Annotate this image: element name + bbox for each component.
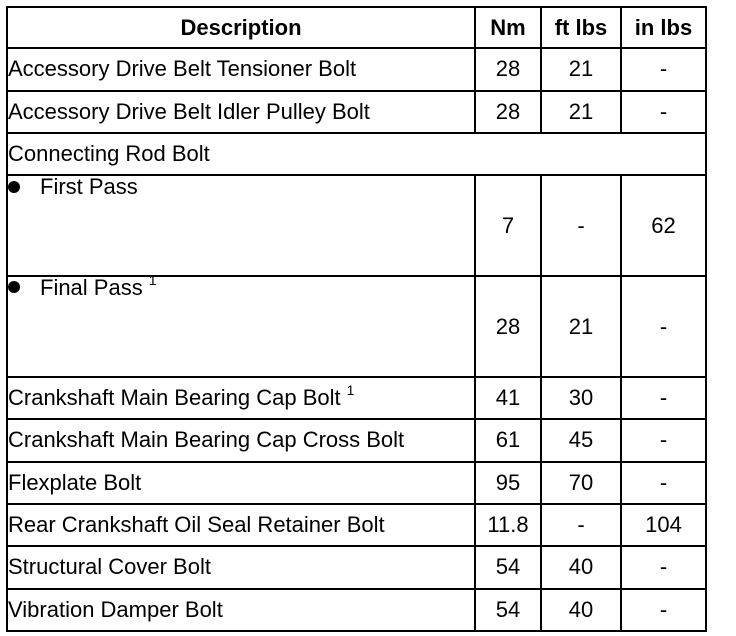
row-description: Accessory Drive Belt Tensioner Bolt (7, 48, 475, 90)
row-ft-lbs: 21 (541, 48, 621, 90)
row-description: Vibration Damper Bolt (7, 589, 475, 631)
table-row (7, 462, 706, 504)
sub-row-description (7, 175, 475, 276)
sub-row-description (7, 272, 475, 377)
row-ft-lbs: 21 (541, 276, 621, 377)
row-nm: 28 (475, 276, 541, 377)
row-in-lbs: - (621, 419, 706, 461)
table-row (7, 91, 706, 133)
bullet-icon (8, 281, 20, 293)
table-row (7, 276, 706, 377)
row-in-lbs: - (621, 48, 706, 90)
footnote-marker: 1 (346, 382, 355, 399)
row-ft-lbs: 21 (541, 91, 621, 133)
header-ft-lbs: ft lbs (541, 7, 621, 48)
row-description: Accessory Drive Belt Idler Pulley Bolt (7, 91, 475, 133)
row-description: Crankshaft Main Bearing Cap Cross Bolt (7, 419, 475, 461)
row-in-lbs: - (621, 91, 706, 133)
header-nm: Nm (475, 7, 541, 48)
row-ft-lbs: 45 (541, 419, 621, 461)
sub-row-label: Final Pass (40, 275, 143, 301)
sub-row-label: First Pass (40, 174, 138, 200)
row-description (7, 377, 475, 419)
table-row (7, 504, 706, 546)
row-ft-lbs: 40 (541, 589, 621, 631)
table-row (7, 175, 706, 276)
row-ft-lbs: 70 (541, 462, 621, 504)
row-description: Flexplate Bolt (7, 462, 475, 504)
row-nm: 54 (475, 589, 541, 631)
row-description: Rear Crankshaft Oil Seal Retainer Bolt (7, 504, 475, 546)
table-group-row (7, 133, 706, 175)
row-in-lbs: - (621, 589, 706, 631)
group-description: Connecting Rod Bolt (7, 133, 706, 175)
row-nm: 28 (475, 48, 541, 90)
footnote-marker: 1 (148, 272, 157, 289)
row-nm: 54 (475, 546, 541, 588)
header-in-lbs: in lbs (621, 7, 706, 48)
row-ft-lbs: 40 (541, 546, 621, 588)
torque-spec-table (6, 6, 707, 632)
row-ft-lbs: 30 (541, 377, 621, 419)
row-description: Structural Cover Bolt (7, 546, 475, 588)
row-in-lbs: - (621, 462, 706, 504)
row-in-lbs: 104 (621, 504, 706, 546)
row-in-lbs: 62 (621, 175, 706, 276)
row-nm: 11.8 (475, 504, 541, 546)
row-nm: 41 (475, 377, 541, 419)
row-nm: 7 (475, 175, 541, 276)
row-nm: 61 (475, 419, 541, 461)
table-row (7, 419, 706, 461)
row-nm: 95 (475, 462, 541, 504)
row-ft-lbs: - (541, 175, 621, 276)
row-in-lbs: - (621, 377, 706, 419)
table-header-row (7, 7, 706, 48)
header-description: Description (7, 7, 475, 48)
table-row (7, 546, 706, 588)
table-row (7, 377, 706, 419)
row-label: Crankshaft Main Bearing Cap Bolt (8, 385, 341, 411)
row-in-lbs: - (621, 276, 706, 377)
table-row (7, 589, 706, 631)
row-ft-lbs: - (541, 504, 621, 546)
table-row (7, 48, 706, 90)
row-in-lbs: - (621, 546, 706, 588)
bullet-icon (8, 181, 20, 193)
row-nm: 28 (475, 91, 541, 133)
